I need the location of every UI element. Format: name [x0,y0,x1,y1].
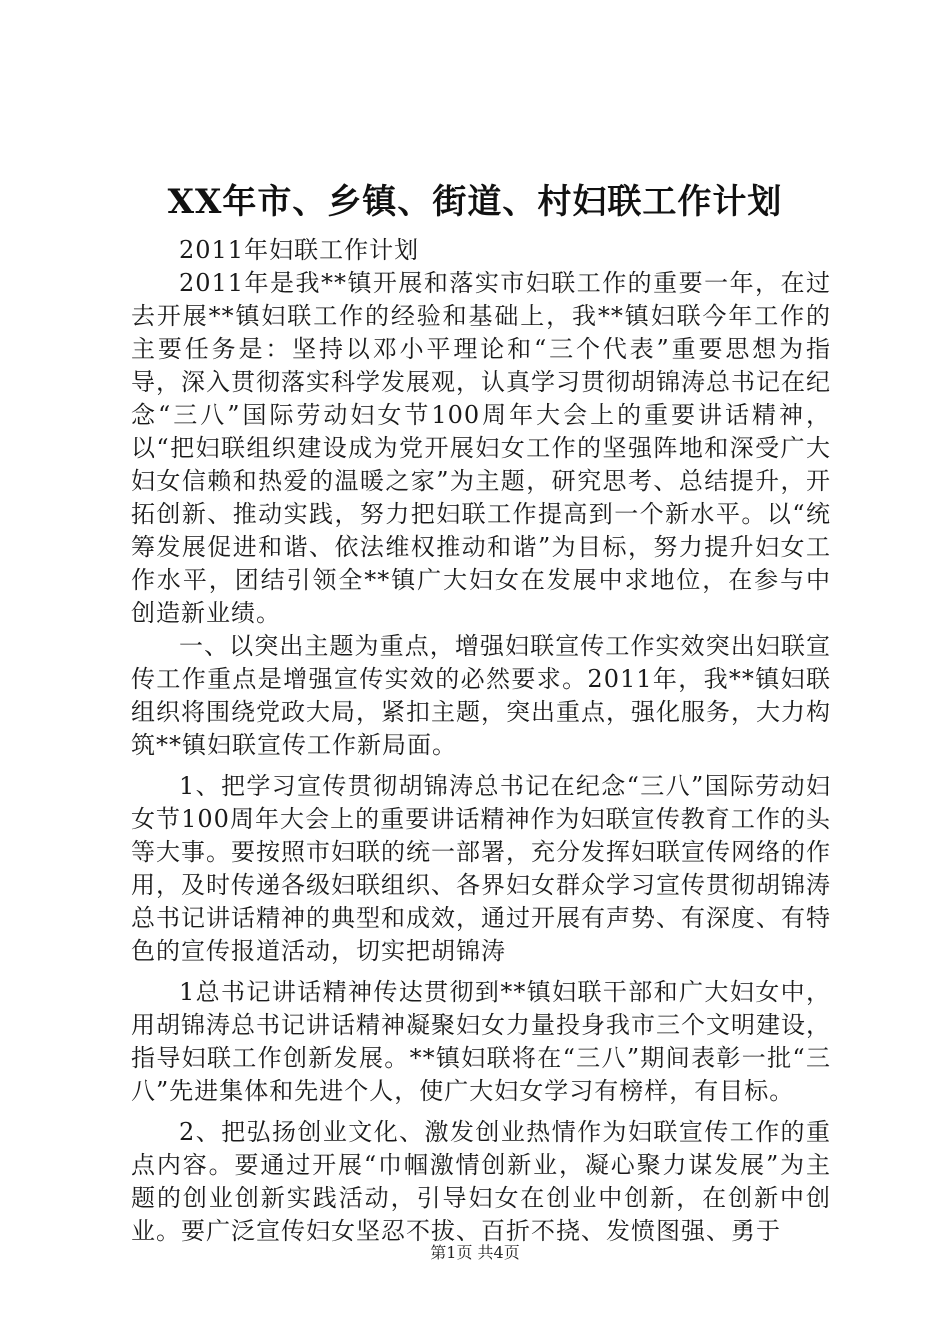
document-subtitle: 2011年妇联工作计划 [179,236,420,264]
document-body [131,234,831,1248]
paragraph-item-1-cont: 1总书记讲话精神传达贯彻到**镇妇联干部和广大妇女中，用胡锦涛总书记讲话精神凝聚妇女力量投身我市三个文明建设，指导妇联工作创新发展。**镇妇联将在“三八”期间表彰一批“三八”先进集体和先进个人，使广大妇女学习有榜样，有目标。 [131,978,831,1105]
paragraph-section-1: 一、以突出主题为重点，增强妇联宣传工作实效突出妇联宣传工作重点是增强宣传实效的必然要求。2011年，我**镇妇联组织将围绕党政大局，紧扣主题，突出重点，强化服务，大力构筑**镇妇联宣传工作新局面。 [131,632,831,759]
page-footer: 第1页 共4页 [430,1243,520,1262]
document-title: XX年市、乡镇、街道、村妇联工作计划 [167,182,783,222]
paragraph-intro: 2011年是我**镇开展和落实市妇联工作的重要一年，在过去开展**镇妇联工作的经验和基础上，我**镇妇联今年工作的主要任务是：坚持以邓小平理论和“三个代表”重要思想为指导，深入贯彻落实科学发展观，认真学习贯彻胡锦涛总书记在纪念“三八”国际劳动妇女节100周年大会上的重要讲话精神，以“把妇联组织建设成为党开展妇女工作的坚强阵地和深受广大妇女信赖和热爱的温暖之家”为主题，研究思考、总结提升，开拓创新、推动实践，努力把妇联工作提高到一个新水平。以“统筹发展促进和谐、依法维权推动和谐”为目标，努力提升妇女工作水平，团结引领全**镇广大妇女在发展中求地位，在参与中创造新业绩。 [131,269,831,627]
paragraph-item-1: 1、把学习宣传贯彻胡锦涛总书记在纪念“三八”国际劳动妇女节100周年大会上的重要讲话精神作为妇联宣传教育工作的头等大事。要按照市妇联的统一部署，充分发挥妇联宣传网络的作用，及时传递各级妇联组织、各界妇女群众学习宣传贯彻胡锦涛总书记讲话精神的典型和成效，通过开展有声势、有深度、有特色的宣传报道活动，切实把胡锦涛 [131,772,831,965]
paragraph-item-2: 2、把弘扬创业文化、激发创业热情作为妇联宣传工作的重点内容。要通过开展“巾帼激情创新业，凝心聚力谋发展”为主题的创业创新实践活动，引导妇女在创业中创新，在创新中创业。要广泛宣传妇女坚忍不拔、百折不挠、发愤图强、勇于 [131,1118,831,1245]
